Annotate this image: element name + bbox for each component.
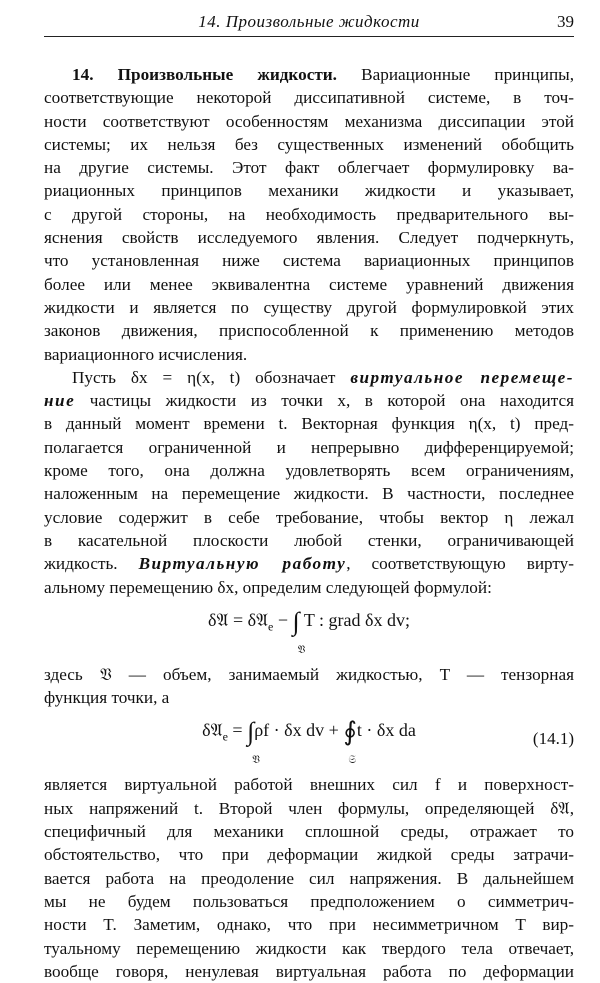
integral-sign: ∫ bbox=[292, 606, 300, 636]
emphasis-term: виртуальное перемеще- bbox=[350, 367, 575, 387]
text-line: риационных принципов механики жидкости и указывает, bbox=[44, 181, 574, 201]
text-line: обстоятельство, что при деформации жидкой среды затрачи- bbox=[44, 845, 574, 865]
text-line: условие содержит в себе требование, чтобы вектор η лежал bbox=[44, 507, 574, 527]
text-line: законов движения, приспособленной к применению методов bbox=[44, 321, 574, 341]
text-line: что установленная ниже система вариационных принципов bbox=[44, 251, 574, 271]
paragraph-1 bbox=[44, 63, 574, 86]
page-body bbox=[44, 63, 574, 983]
text-line: функция точки, а bbox=[44, 688, 170, 708]
text-line: яснения свойств исследуемого явления. Следует подчеркнуть, bbox=[44, 228, 574, 248]
text-line: в данный момент времени t. Векторная функция η(x, t) пред- bbox=[44, 414, 574, 434]
emphasis-term: ние bbox=[44, 391, 76, 411]
text-line: здесь 𝔙 — объем, занимаемый жидкостью, T — тензорная bbox=[44, 664, 574, 684]
page-number: 39 bbox=[557, 12, 574, 31]
text-line: ности T. Заметим, однако, что при несимметричном T вир- bbox=[44, 915, 574, 935]
section-heading: 14. Произвольные жидкости. bbox=[72, 65, 337, 84]
running-title: 14. Произвольные жидкости bbox=[198, 12, 420, 31]
text-line: вается работа на преодоление сил напряжения. В дальнейшем bbox=[44, 868, 574, 888]
text-line: 14. Произвольные жидкости. Вариационные принципы, bbox=[72, 65, 574, 84]
book-page bbox=[44, 10, 574, 983]
text-line: соответствующие некоторой диссипативной системе, в точ- bbox=[44, 88, 574, 108]
formula-external-work: δ𝔄$_e$ = ∫ 𝔙 ρf · δx dv + ∮ 𝔖 t · δx da (14.1) bbox=[202, 717, 574, 767]
text-line: является виртуальной работой внешних сил f и поверхност- bbox=[44, 775, 574, 795]
text-line: кроме того, она должна удовлетворять всем ограничениям, bbox=[44, 461, 574, 481]
text-line: мы не будем пользоваться предположением о симметрич- bbox=[44, 891, 574, 911]
paragraph-2 bbox=[44, 366, 574, 599]
text-line: альному перемещению δx, определим следующей формулой: bbox=[44, 577, 492, 597]
formula-virtual-work: δ𝔄 = δ𝔄$_e$ − ∫ 𝔙 T : grad δx dv; bbox=[208, 606, 410, 656]
contour-integral-sign: ∮ bbox=[343, 717, 357, 747]
equation-number: (14.1) bbox=[532, 729, 574, 749]
text-line: вариационного исчисления. bbox=[44, 344, 248, 364]
paragraph-3 bbox=[44, 663, 574, 710]
integral-sign: ∫ bbox=[247, 717, 255, 747]
text-line: вообще говоря, ненулевая виртуальная работа по деформации bbox=[44, 961, 574, 981]
text-line: с другой стороны, на необходимость предварительного вы- bbox=[44, 204, 574, 224]
text-line: системы; их нельзя без существенных изменений обобщить bbox=[44, 134, 574, 154]
text-line: в касательной плоскости любой стенки, ограничивающей bbox=[44, 530, 574, 550]
text-line: туальному перемещению жидкости как твердого тела отвечает, bbox=[44, 938, 574, 958]
emphasis-term: Виртуальную работу bbox=[138, 554, 347, 574]
text-line: ности соответствуют особенностям механизма диссипации этой bbox=[44, 111, 574, 131]
text-line: жидкости и является по существу другой формулировкой этих bbox=[44, 297, 574, 317]
text-line: ных напряжений t. Второй член формулы, определяющей δ𝔄, bbox=[44, 798, 574, 818]
text-line: наложенным на перемещение жидкости. В частности, последнее bbox=[44, 484, 574, 504]
text-line: специфичный для механики сплошной среды, отражает то bbox=[44, 822, 574, 842]
paragraph-1-body bbox=[44, 86, 574, 366]
paragraph-4 bbox=[44, 773, 574, 983]
text-line: жидкость. Виртуальную работу, соответствующую вирту- bbox=[44, 554, 574, 574]
text-line: на другие системы. Этот факт облегчает формулировку ва- bbox=[44, 158, 574, 178]
text-line: Пусть δx = η(x, t) обозначает виртуальное перемеще- bbox=[72, 367, 575, 387]
running-header bbox=[44, 10, 574, 37]
text-line: полагается ограниченной и непрерывно дифференцируемой; bbox=[44, 437, 574, 457]
text-line: более или менее эквивалентна системе уравнений движения bbox=[44, 274, 574, 294]
text-line: ние частицы жидкости из точки x, в которой она находится bbox=[44, 391, 574, 411]
